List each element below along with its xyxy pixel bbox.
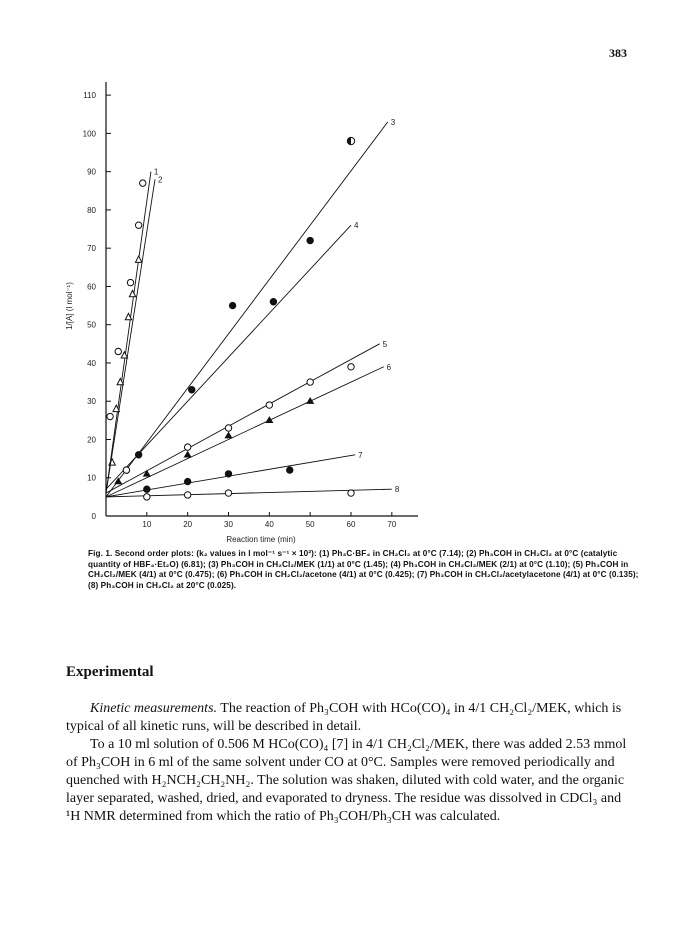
data-point xyxy=(225,471,231,477)
series-line-6 xyxy=(106,367,384,497)
x-tick-label: 40 xyxy=(264,520,274,529)
x-tick-label: 30 xyxy=(224,520,233,529)
data-point xyxy=(270,299,276,305)
x-tick-label: 10 xyxy=(142,520,152,529)
paragraph-1 xyxy=(66,700,636,736)
y-tick-label: 50 xyxy=(87,320,96,330)
data-point xyxy=(140,180,146,186)
y-tick-label: 60 xyxy=(87,282,96,292)
series-line-4 xyxy=(106,225,351,489)
y-tick-label: 30 xyxy=(87,397,96,407)
data-point xyxy=(229,302,235,308)
data-point xyxy=(135,222,141,228)
y-tick-label: 70 xyxy=(87,244,96,254)
series-label-4: 4 xyxy=(354,221,359,231)
data-point xyxy=(348,364,354,370)
y-tick-label: 10 xyxy=(87,473,96,483)
data-point xyxy=(115,478,121,483)
data-point xyxy=(266,417,272,422)
data-point xyxy=(107,413,113,419)
series-line-1 xyxy=(106,172,151,493)
series-label-8: 8 xyxy=(394,485,400,495)
data-point xyxy=(109,459,115,465)
data-point xyxy=(129,290,135,296)
x-tick-label: 20 xyxy=(183,520,193,529)
x-tick-label: 60 xyxy=(346,520,356,529)
data-point xyxy=(189,387,195,393)
data-point xyxy=(307,398,313,403)
data-point xyxy=(184,444,190,450)
y-tick-label: 90 xyxy=(87,167,96,177)
series-label-3: 3 xyxy=(390,117,396,127)
data-point xyxy=(266,402,272,408)
series-label-5: 5 xyxy=(382,339,388,349)
y-tick-label: 40 xyxy=(87,358,96,368)
series-label-2: 2 xyxy=(158,175,163,185)
section-heading: Experimental xyxy=(66,664,154,680)
y-tick-label: 80 xyxy=(87,205,96,215)
series-label-6: 6 xyxy=(386,362,392,372)
data-point xyxy=(121,352,127,358)
y-axis-title: 1/[A] (l mol⁻¹) xyxy=(65,282,74,330)
series-label-1: 1 xyxy=(153,167,159,177)
paragraph-2: To a 10 ml solution of 0.506 M HCo(CO)₄ [7] in 4/1 CH₂Cl₂/MEK, there was added 2.53 mmol of Ph₃COH in 6 ml of the same solvent under CO at 0°C. Samples were removed periodically and quenched with H₂NCH₂CH₂NH₂. The solution was shaken, diluted with cold water, and the organic layer separated, washed, dried, and evaporated to dryness. The residue was dissolved in CDCl₃ and ¹H NMR determined from which the ratio of Ph₃COH/Ph₃CH was calculated. xyxy=(66,737,627,824)
data-point xyxy=(225,490,231,496)
series-line-3 xyxy=(106,122,388,497)
data-point xyxy=(123,467,129,473)
paragraph-1-rest: The reaction of Ph₃COH with HCo(CO)₄ in 4/1 CH₂Cl₂/MEK, which is typical of all kinetic runs, will be described in detail. xyxy=(66,701,622,734)
data-point xyxy=(348,490,354,496)
data-point xyxy=(184,452,190,457)
series-line-2 xyxy=(106,179,155,493)
data-point xyxy=(184,478,190,484)
data-point xyxy=(307,237,313,243)
y-tick-label: 110 xyxy=(83,91,96,101)
paragraph-1-lead: Kinetic measurements. xyxy=(90,701,218,716)
page-number: 383 xyxy=(609,46,627,60)
x-tick-label: 50 xyxy=(305,520,315,529)
data-point xyxy=(184,492,190,498)
data-point xyxy=(135,256,141,262)
y-tick-label: 100 xyxy=(82,129,96,139)
y-tick-label: 0 xyxy=(91,512,96,521)
data-point xyxy=(144,494,150,500)
data-point xyxy=(135,452,141,458)
series-label-7: 7 xyxy=(358,450,363,460)
data-point xyxy=(287,467,293,473)
figure-caption: Fig. 1. Second order plots: (k₂ values in l mol⁻¹ s⁻¹ × 10²): (1) Ph₃C·BF₄ in CH₂Cl₂ at 0°C (7.14); (2) Ph₃COH in CH₂Cl₂ at 0°C (catalytic quantity of HBF₄·Et₂O) (6.81); (3) Ph₃COH in CH₂Cl₂/MEK (1/1) at 0°C (1.45); (4) Ph₃COH in CH₂Cl₂/MEK (2/1) at 0°C (1.10); (5) Ph₃COH in CH₂Cl₂/MEK (4/1) at 0°C (0.475); (6) Ph₃COH in CH₂Cl₂/acetone (4/1) at 0°C (0.425); (7) Ph₃COH in CH₂Cl₂/acetylacetone (4/1) at 0°C (0.135); (8) Ph₃COH in CH₂Cl₂ at 20°C (0.025). xyxy=(88,549,639,590)
data-point xyxy=(127,279,133,285)
body-text xyxy=(66,700,636,826)
data-point xyxy=(144,486,150,492)
data-point xyxy=(307,379,313,385)
data-point xyxy=(225,432,231,437)
x-tick-label: 70 xyxy=(387,520,397,529)
data-point xyxy=(225,425,231,431)
data-point xyxy=(115,348,121,354)
x-axis-title: Reaction time (min) xyxy=(226,535,296,544)
y-tick-label: 20 xyxy=(87,435,96,445)
data-point xyxy=(117,378,123,384)
